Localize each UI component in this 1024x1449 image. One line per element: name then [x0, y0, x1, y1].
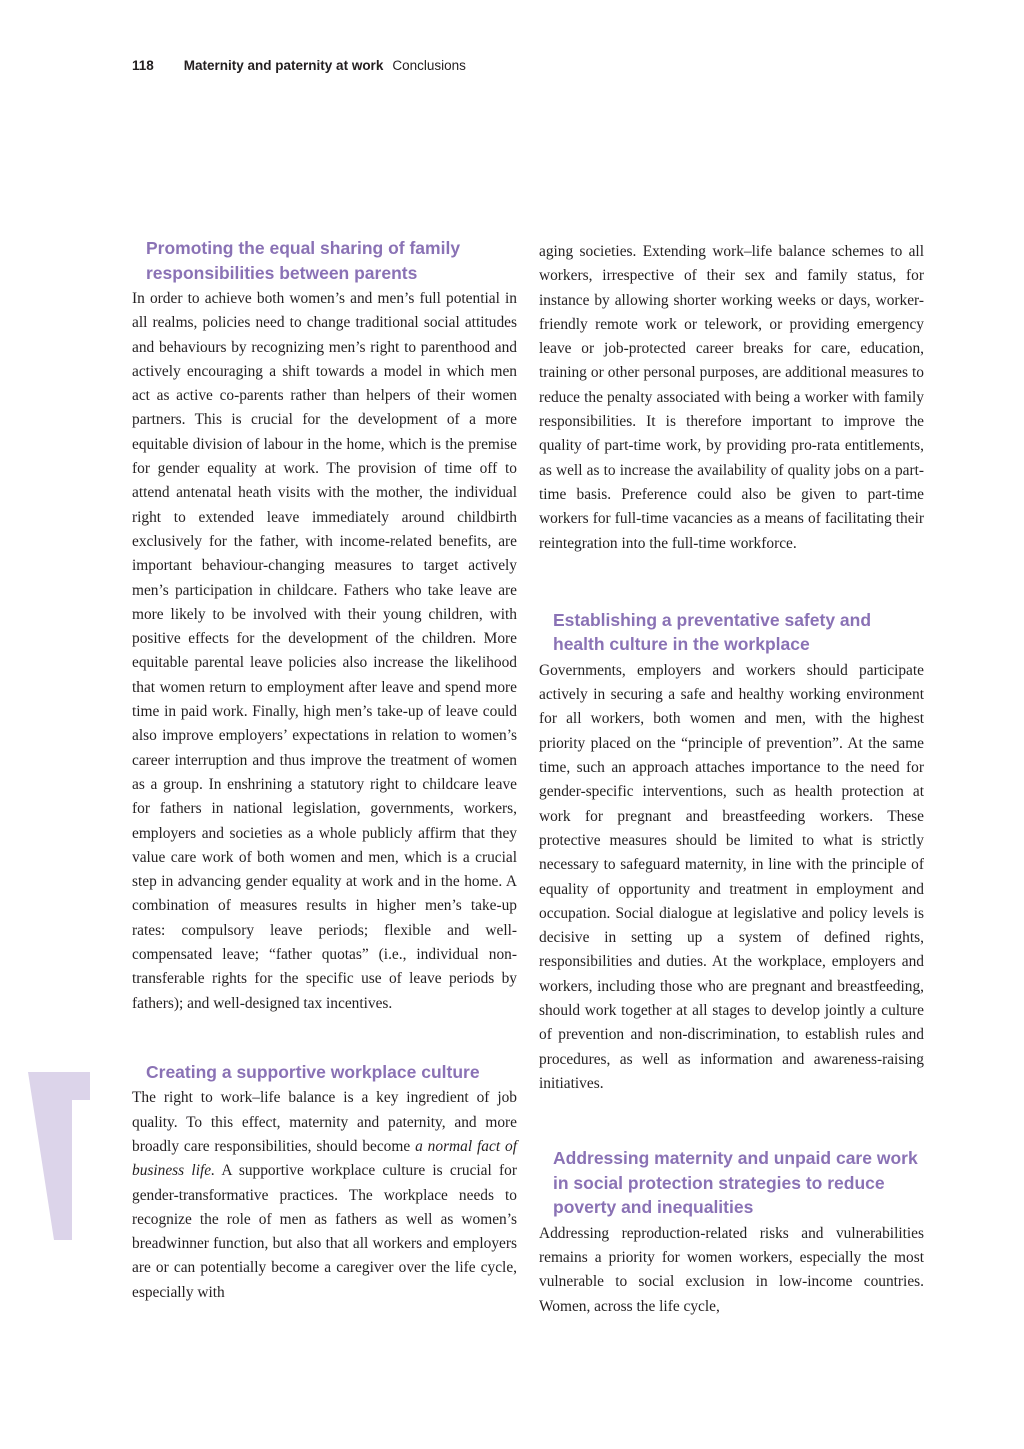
section-heading-supportive: Creating a supportive workplace culture — [146, 1061, 480, 1082]
section-body-promoting: In order to achieve both women’s and men’s full potential in all realms, policies need to change traditional social attitudes and behaviours by recognizing men’s right to parenthood and actively encouraging a shift towards a model in which men act as active co-parents rather than helpers of their women partners. This is crucial for the development of a more equitable division of labour in the home, which is the premise for gender equality at work. The provision of time off to attend antenatal heath visits with the mother, the individual right to extended leave immediately around childbirth exclusively for the father, with income-related benefits, are important behaviour-changing measures to target actively men’s participation in childcare. Fathers who take leave are more likely to be involved with their young children, with positive effects for the development of the children. More equitable parental leave policies also increase the likelihood that women return to employment after leave and spend more time in paid work. Finally, high men’s take-up of leave could also improve employers’ expectations in relation to women’s career interruption and thus improve the treatment of women as a group. In enshrining a statutory right to childcare leave for fathers in national legislation, governments, workers, employers and societies as a whole publicly affirm that they value care work of both women and men, which is a crucial step in advancing gender equality at work and in the home. A combination of measures results in higher men’s take-up rates: compulsory leave periods; flexible and well-compensated leave; “father quotas” (i.e., individual non-transferable rights for the specific use of leave periods by fathers); and well-designed tax incentives. — [132, 290, 517, 1012]
decorative-bracket-shape — [28, 1072, 90, 1240]
running-header — [132, 58, 466, 73]
supportive-body-end: A supportive workplace culture is crucial for gender-transformative practices. The workplace needs to recognize the role of men as fathers as well as women’s breadwinner function, but also that all workers and employers are or can potentially become a caregiver over the life cycle, especially with — [132, 1162, 517, 1301]
section-body-social-protection: Addressing reproduction-related risks and vulnerabilities remains a priority for women workers, especially the most vulnerable to social exclusion in low-income countries. Women, across the life cycle, — [539, 1224, 924, 1315]
supportive-body-start: The right to work–life balance is a key ingredient of job quality. To this effect, maternity and paternity, and more broadly care responsibilities, should become — [132, 1089, 517, 1155]
section-body-supportive-continued: aging societies. Extending work–life balance schemes to all workers, irrespective of their sex and family status, for instance by allowing shorter working weeks or days, worker-friendly remote work or telework, or providing emergency leave or job-protected career breaks for care, education, training or other personal purposes, are additional measures to reduce the penalty associated with being a worker with family responsibilities. It is therefore important to improve the quality of part-time work, by providing pro-rata entitlements, as well as to increase the availability of quality jobs on a part-time basis. Preference could also be given to part-time workers for full-time vacancies as a means of facilitating their reintegration into the full-time workforce. — [539, 243, 924, 552]
section-heading-safety: Establishing a preventative safety and health culture in the workplace — [553, 609, 872, 655]
supportive-body-italic: a normal fact of business life. — [132, 1138, 517, 1180]
section-heading-promoting: Promoting the equal sharing of family responsibilities between parents — [146, 238, 461, 283]
page-number: 118 — [132, 58, 154, 73]
section-heading-social-protection: Addressing maternity and unpaid care work in social protection strategies to reduce poverty and inequalities — [553, 1148, 918, 1218]
book-title: Maternity and paternity at work — [183, 58, 384, 73]
left-column — [132, 236, 517, 1305]
section-body-safety: Governments, employers and workers should participate actively in securing a safe and healthy working environment for all workers, both women and men, with the highest priority placed on the “principle of prevention”. At the same time, such an approach attaches importance to the need for gender-specific interventions, such as health protection at work for pregnant and breastfeeding workers. These protective measures should be limited to what is strictly necessary to safeguard maternity, in line with the principle of equality of opportunity and treatment in employment and occupation. Social dialogue at legislative and policy levels is decisive in setting up a system of defined rights, responsibilities and duties. At the workplace, employers and workers, including those who are pregnant and breastfeeding, should work together at all stages to develop jointly a culture of prevention and non-discrimination, to establish rules and procedures, as well as information and awareness-raising initiatives. — [539, 661, 924, 1092]
section-body-supportive — [132, 1086, 517, 1305]
right-column — [539, 240, 924, 1319]
section-name: Conclusions — [392, 58, 466, 73]
